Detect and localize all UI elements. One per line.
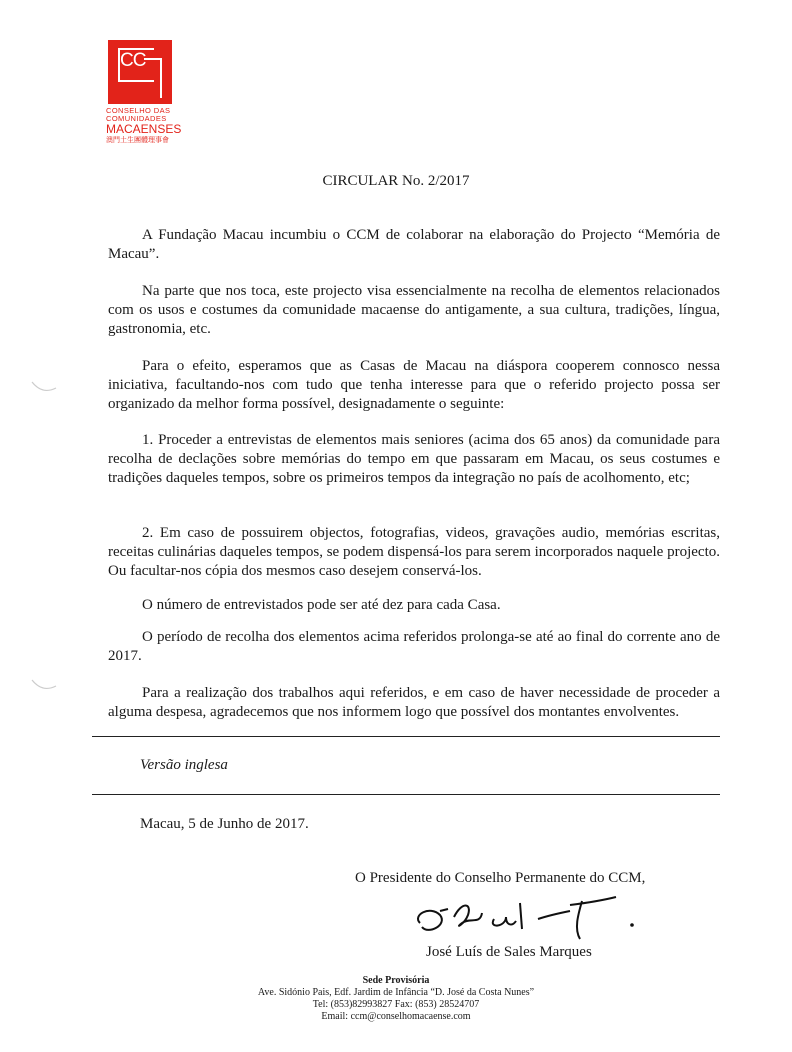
signatory-name: José Luís de Sales Marques	[426, 944, 592, 960]
paragraph-expenses: Para a realização dos trabalhos aqui referidos, e em caso de haver necessidade de proceder a alguma despesa, agradecemos que nos informem logo que possível dos montantes envolventes.	[108, 685, 720, 720]
handwritten-signature	[410, 895, 650, 945]
scan-mark-upper	[28, 376, 58, 396]
paragraph-intro: A Fundação Macau incumbiu o CCM de colaborar na elaboração do Projecto “Memória de Macau”.	[108, 227, 720, 262]
scan-mark-lower	[28, 674, 58, 694]
circular-title: CIRCULAR No. 2/2017	[322, 173, 470, 189]
footer-address: Ave. Sidónio Pais, Edf. Jardim de Infância “D. José da Costa Nunes”	[257, 987, 535, 998]
logo-text-line1: CONSELHO DAS	[106, 106, 171, 115]
logo-text-line4: 澳門土生團體理事會	[106, 136, 169, 144]
paragraph-item-2: 2. Em caso de possuirem objectos, fotografias, videos, gravações audio, memórias escritas, receitas culinárias daqueles tempos, se podem dispensá-los para serem incorporados naquele projecto. Ou facultar-nos cópia dos mesmos caso desejem conservá-los.	[108, 525, 720, 579]
paragraph-deadline: O período de recolha dos elementos acima referidos prolonga-se até ao final do corrente ano de 2017.	[108, 629, 720, 664]
signatory-title: O Presidente do Conselho Permanente do CCM,	[355, 870, 646, 886]
logo-mark-text: CC	[120, 50, 146, 71]
version-label: Versão inglesa	[140, 757, 228, 773]
logo-mark	[108, 40, 172, 104]
footer-heading: Sede Provisória	[362, 975, 430, 986]
logo-text-line2: COMUNIDADES	[106, 114, 167, 123]
footer-phones: Tel: (853)82993827 Fax: (853) 28524707	[312, 999, 480, 1010]
paragraph-scope: Na parte que nos toca, este projecto visa essencialmente na recolha de elementos relacionados com os usos e costumes da comunidade macaense do antigamente, a sua cultura, tradições, língua, gastronomia, etc.	[108, 283, 720, 337]
paragraph-item-1: 1. Proceder a entrevistas de elementos mais seniores (acima dos 65 anos) da comunidade para recolha de declações sobre memórias do tempo em que passaram em Macau, os seus costumes e tradições daqueles tempos, sobre os primeiros tempos da integração no país de acolhomento, etc;	[108, 432, 720, 486]
ccm-logo	[106, 40, 184, 145]
footer-email: Email: ccm@conselhomacaense.com	[321, 1011, 471, 1022]
logo-text-line3: MACAENSES	[106, 122, 182, 136]
paragraph-interviewees: O número de entrevistados pode ser até dez para cada Casa.	[142, 597, 501, 613]
paragraph-request: Para o efeito, esperamos que as Casas de Macau na diáspora cooperem connosco nessa iniciativa, facultando-nos com tudo que tenha interesse para que o referido projecto possa ser organizado da melhor forma possível, designadamente o seguinte:	[108, 358, 720, 412]
divider-bottom	[92, 794, 720, 795]
divider-top	[92, 736, 720, 737]
footer-contact	[0, 975, 792, 1023]
date-line: Macau, 5 de Junho de 2017.	[140, 816, 309, 832]
